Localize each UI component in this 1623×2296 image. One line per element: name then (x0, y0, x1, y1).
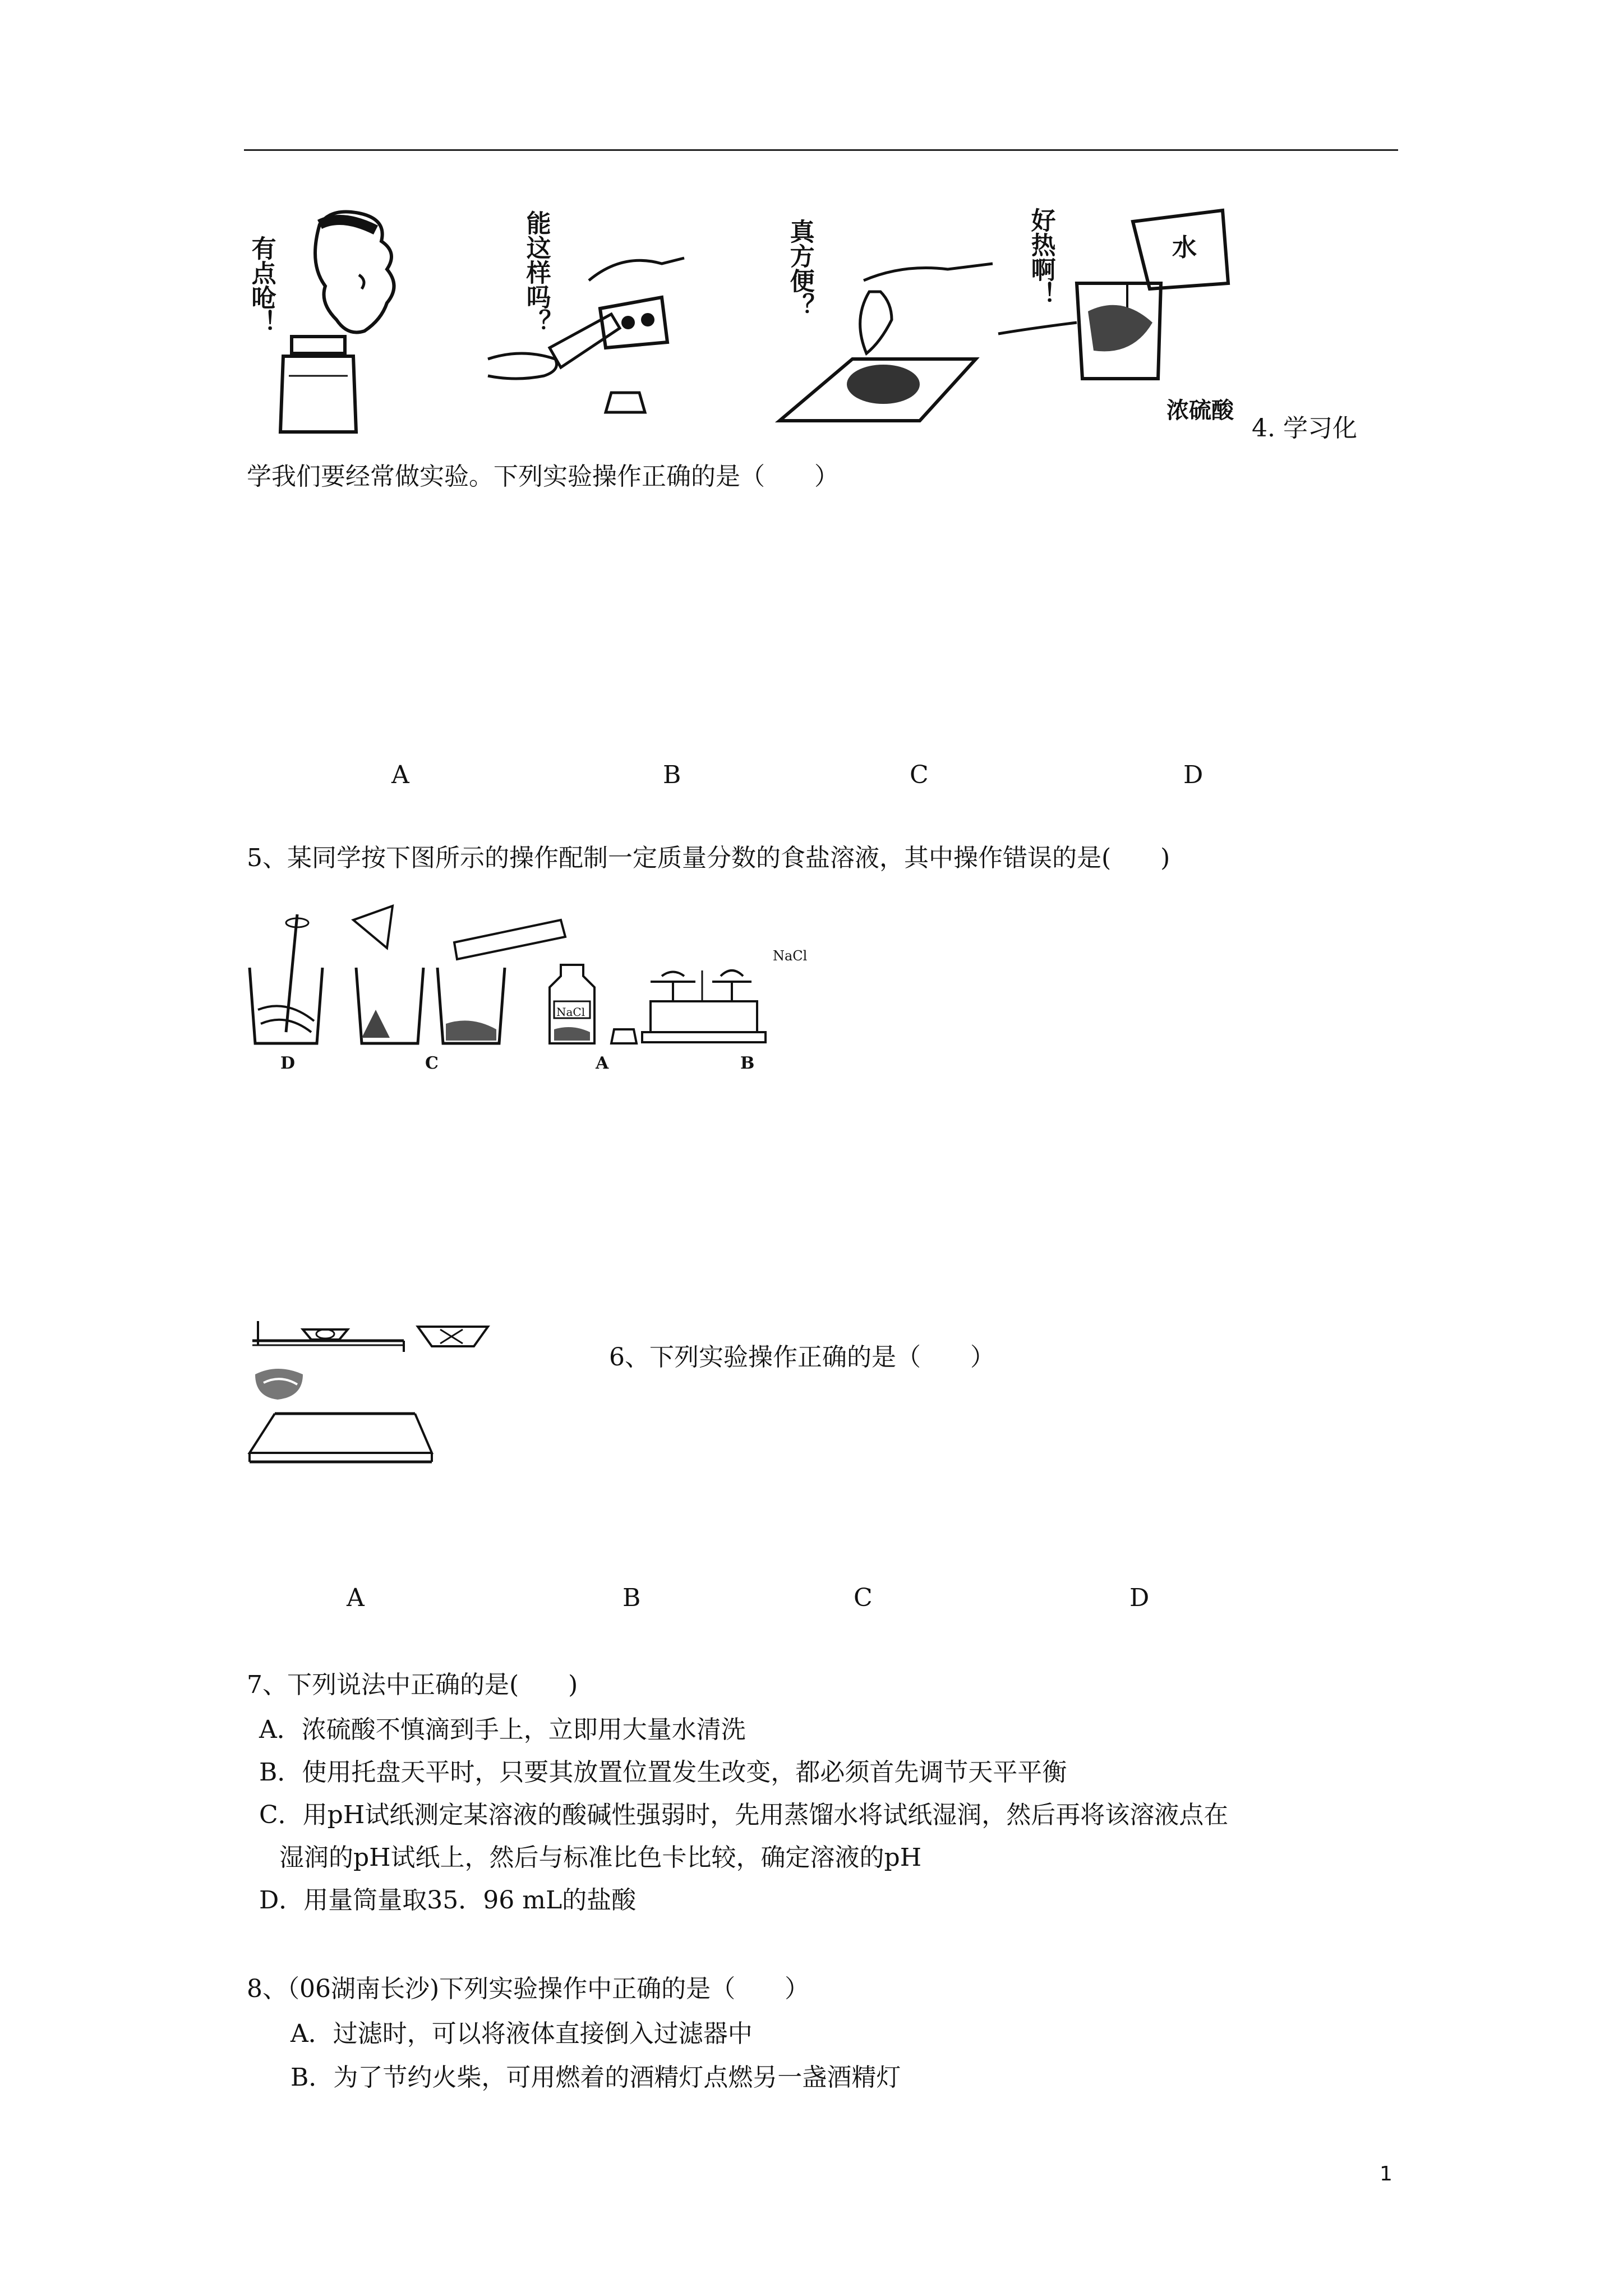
q4-fig-a-caption: 有点呛！ (247, 236, 276, 334)
q5-fig-nacl-balance: NaCl (773, 948, 808, 964)
q5-fig-letter-c: C (425, 1053, 439, 1073)
q8-option-b: B．为了节约火柴，可用燃着的酒精灯点燃另一盏酒精灯 (291, 2063, 901, 2092)
q5-fig-nacl-bottle: NaCl (556, 1005, 585, 1019)
q5-fig-letter-a: A (596, 1053, 609, 1073)
q4-option-b: B (663, 761, 681, 789)
q7-option-c-line2: 湿润的pH试纸上，然后与标准比色卡比较，确定溶液的pH (279, 1843, 922, 1872)
header-rule (244, 149, 1398, 151)
q5-fig-letter-b: B (740, 1053, 755, 1073)
q4-fig-d-acid: 浓硫酸 (1166, 398, 1234, 424)
q6-option-b: B (623, 1584, 641, 1612)
q7-option-c-line1: C．用pH试纸测定某溶液的酸碱性强弱时，先用蒸馏水将试纸湿润，然后再将该溶液点在 (259, 1801, 1229, 1829)
q6-option-d: D (1129, 1584, 1150, 1612)
q5-fig-letter-d: D (280, 1053, 296, 1073)
q6-question: 6、下列实验操作正确的是（ ） (609, 1343, 995, 1372)
q7-question: 7、下列说法中正确的是( ) (247, 1671, 578, 1699)
q4-fig-d-water: 水 (1172, 233, 1197, 262)
q7-option-a: A．浓硫酸不慎滴到手上，立即用大量水清洗 (259, 1715, 746, 1744)
q4-fig-d-caption: 好热啊！ (1026, 208, 1055, 306)
q4-figure-c (763, 208, 998, 438)
q8-option-a: A．过滤时，可以将液体直接倒入过滤器中 (291, 2019, 753, 2048)
q4-figure-d (987, 199, 1279, 440)
q5-question: 5、某同学按下图所示的操作配制一定质量分数的食盐溶液，其中操作错误的是( ) (247, 844, 1170, 872)
q4-fig-b-caption: 能这样吗？ (522, 210, 551, 334)
q4-question: 学我们要经常做实验。下列实验操作正确的是（ ） (247, 462, 839, 491)
q4-option-d: D (1183, 761, 1204, 789)
q4-option-c: C (910, 761, 929, 789)
q7-option-b: B．使用托盘天平时，只要其放置位置发生改变，都必须首先调节天平平衡 (259, 1758, 1067, 1787)
q4-figure-a (247, 208, 432, 438)
q6-option-a: A (347, 1584, 365, 1612)
q7-option-d: D．用量筒量取35．96 mL的盐酸 (259, 1886, 637, 1915)
q4-fig-c-caption: 真方便？ (785, 219, 814, 318)
page-number: 1 (1380, 2162, 1393, 2185)
q4-figure-b (477, 208, 690, 438)
q4-number: 4. 学习化 (1252, 414, 1357, 443)
q8-question: 8、（06湖南长沙)下列实验操作中正确的是（ ） (247, 1975, 810, 2003)
q6-figure (247, 1318, 499, 1475)
q5-figure (247, 903, 819, 1071)
q4-option-a: A (391, 761, 409, 789)
q6-option-c: C (854, 1584, 873, 1612)
